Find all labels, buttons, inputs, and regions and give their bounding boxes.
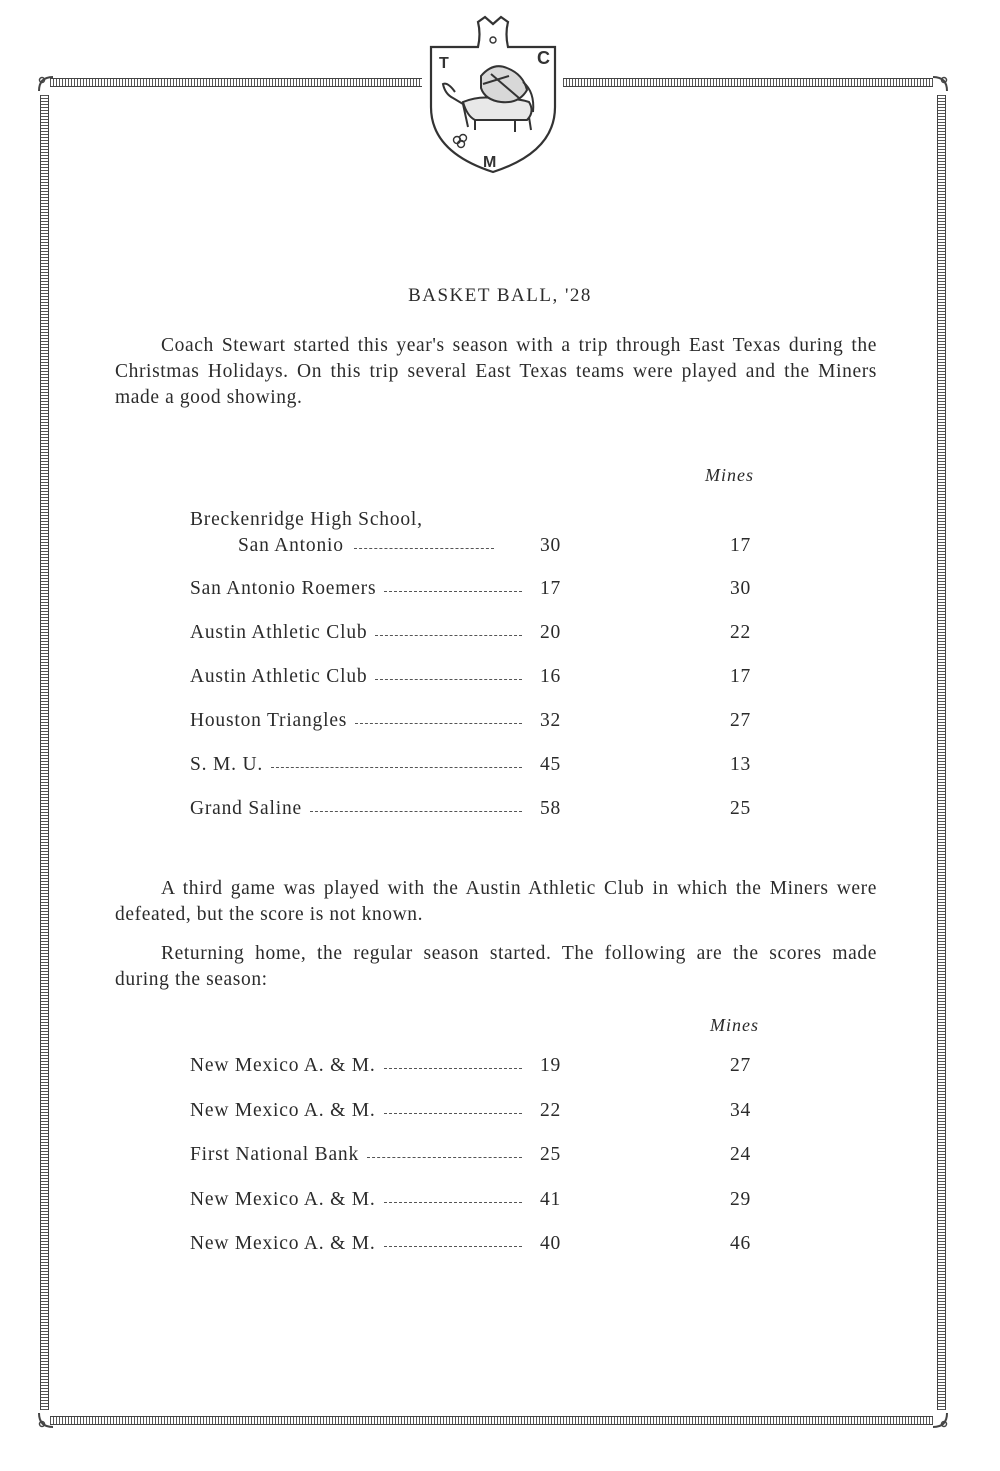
score-row xyxy=(190,754,790,784)
leader-dashes xyxy=(355,723,522,724)
mines-score: 27 xyxy=(730,710,752,731)
opponent-label: Grand Saline xyxy=(190,798,302,819)
border-bottom xyxy=(50,1416,933,1425)
opponent-name-line2: San Antonio xyxy=(238,535,500,557)
third-game-note: A third game was played with the Austin Athletic Club in which the Miners were defeated, but the score is not known. xyxy=(115,878,877,925)
opponent-score: 32 xyxy=(540,710,562,731)
tcm-shield-emblem xyxy=(423,12,563,177)
mines-score: 22 xyxy=(730,622,752,643)
opponent-score: 58 xyxy=(540,798,562,819)
opponent-name-line1: Breckenridge High School, xyxy=(190,509,423,530)
opponent-score: 20 xyxy=(540,622,562,643)
leader-dashes xyxy=(384,1202,522,1203)
opponent-name xyxy=(190,622,528,644)
score-row xyxy=(190,1233,790,1263)
season-intro: Returning home, the regular season started. The following are the scores made during the season: xyxy=(115,943,877,990)
corner-ornament-bottom-left xyxy=(36,1410,56,1430)
mines-score: 17 xyxy=(730,666,752,687)
score-row xyxy=(190,622,790,652)
mines-column-header: Mines xyxy=(710,1015,759,1035)
leader-dashes xyxy=(384,591,522,592)
opponent-name xyxy=(190,754,528,776)
mines-score: 29 xyxy=(730,1188,752,1210)
opponent-label: New Mexico A. & M. xyxy=(190,1188,376,1210)
opponent-score: 16 xyxy=(540,666,562,687)
opponent-score: 40 xyxy=(540,1233,562,1254)
mines-score: 34 xyxy=(730,1099,752,1121)
emblem-letter-right: C xyxy=(537,48,550,68)
opponent-name xyxy=(190,578,528,600)
emblem-letter-bottom: M xyxy=(483,154,497,171)
opponent-score: 41 xyxy=(540,1188,562,1210)
score-row xyxy=(190,666,790,696)
opponent-score: 19 xyxy=(540,1055,562,1076)
opponent-label: New Mexico A. & M. xyxy=(190,1233,376,1254)
opponent-label: New Mexico A. & M. xyxy=(190,1099,376,1121)
score-row xyxy=(190,1189,790,1219)
border-top-left xyxy=(50,78,422,87)
opponent-label: S. M. U. xyxy=(190,754,264,775)
mines-score: 25 xyxy=(730,798,752,819)
mines-column-header: Mines xyxy=(705,465,754,485)
border-top-right xyxy=(563,78,933,87)
opponent-label: First National Bank xyxy=(190,1144,360,1165)
opponent-score: 22 xyxy=(540,1099,562,1121)
leader-dashes xyxy=(367,1157,522,1158)
opponent-name xyxy=(190,1055,528,1077)
score-row xyxy=(190,710,790,740)
opponent-name xyxy=(190,1233,528,1255)
leader-dashes xyxy=(384,1068,522,1069)
leader-dashes xyxy=(354,548,494,549)
opponent-name xyxy=(190,666,528,688)
opponent-score: 30 xyxy=(540,535,562,556)
mines-score: 13 xyxy=(730,754,752,775)
leader-dashes xyxy=(271,767,522,768)
mines-score: 46 xyxy=(730,1233,752,1254)
opponent-name xyxy=(190,710,528,732)
opponent-score: 45 xyxy=(540,754,562,775)
leader-dashes xyxy=(375,679,522,680)
mines-score: 24 xyxy=(730,1144,752,1165)
mines-score: 30 xyxy=(730,578,752,599)
opponent-label: Austin Athletic Club xyxy=(190,622,368,643)
leader-dashes xyxy=(310,811,522,812)
score-row xyxy=(190,1100,790,1130)
corner-ornament-top-right xyxy=(930,74,950,94)
mines-score: 27 xyxy=(730,1055,752,1076)
leader-dashes xyxy=(384,1246,522,1247)
leader-dashes xyxy=(384,1113,522,1114)
leader-dashes xyxy=(375,635,522,636)
opponent-score: 25 xyxy=(540,1144,562,1165)
opponent-name xyxy=(190,1100,528,1122)
score-row xyxy=(190,798,790,828)
opponent-name xyxy=(190,1189,528,1211)
opponent-label: Austin Athletic Club xyxy=(190,666,368,687)
opponent-name xyxy=(190,798,528,820)
opponent-label: Houston Triangles xyxy=(190,710,348,731)
opponent-label: San Antonio Roemers xyxy=(190,578,377,599)
opponent-score: 17 xyxy=(540,578,562,599)
corner-ornament-top-left xyxy=(36,74,56,94)
score-row xyxy=(190,578,790,608)
score-row xyxy=(190,1144,790,1174)
corner-ornament-bottom-right xyxy=(930,1410,950,1430)
intro-paragraph: Coach Stewart started this year's season with a trip through East Texas during the Christmas Holidays. On this trip several East Texas teams were played and the Miners made a good showing. xyxy=(115,335,877,408)
emblem-letter-left: T xyxy=(439,55,449,72)
opponent-name xyxy=(190,1144,528,1166)
page-title: BASKET BALL, '28 xyxy=(408,285,592,306)
opponent-label: New Mexico A. & M. xyxy=(190,1055,376,1076)
mines-score: 17 xyxy=(730,535,752,556)
score-row xyxy=(190,1055,790,1085)
